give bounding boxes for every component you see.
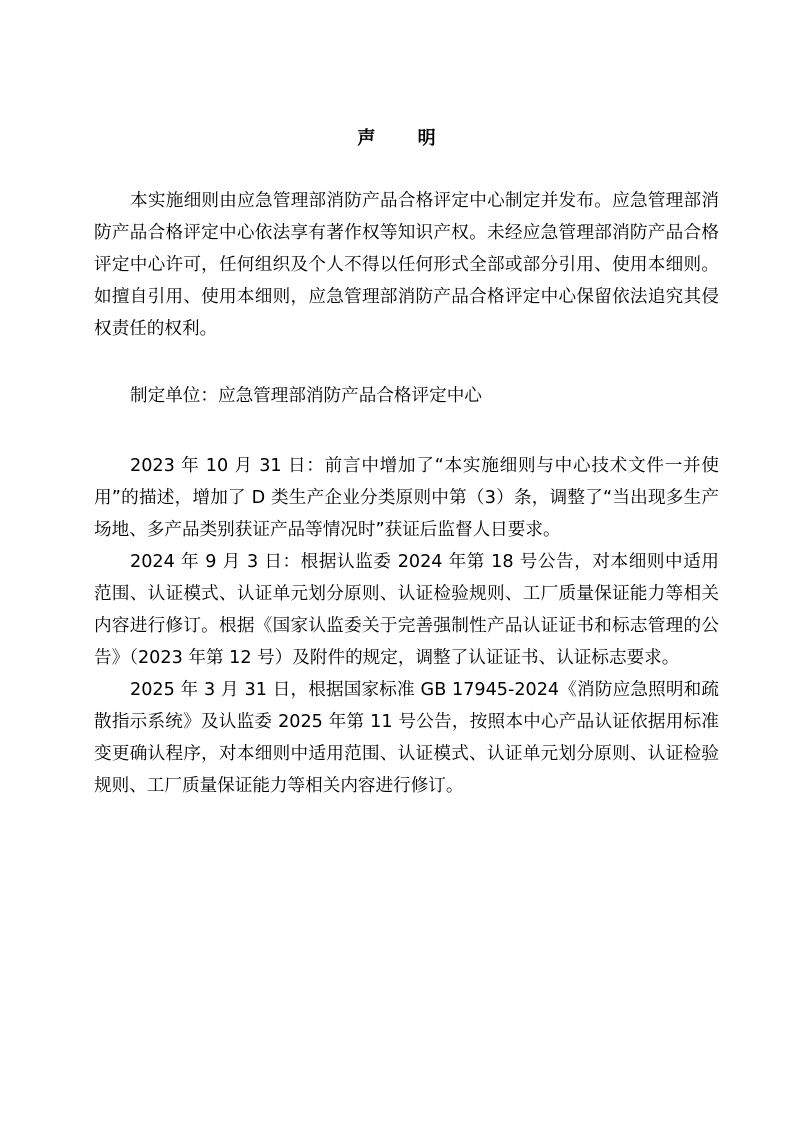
copyright-statement	[94, 185, 719, 345]
revision-history	[94, 450, 719, 802]
revision-2024: 2024 年 9 月 3 日：根据认监委 2024 年第 18 号公告，对本细则中适用范围、认证模式、认证单元划分原则、认证检验规则、工厂质量保证能力等相关内容进行修订。根据《国家认监委关于完善强制性产品认证证书和标志管理的公告》（2023 年第 12 号）及附件的规定，调整了认证证书、认证标志要求。	[94, 552, 719, 668]
statement-paragraph: 本实施细则由应急管理部消防产品合格评定中心制定并发布。应急管理部消防产品合格评定中心依法享有著作权等知识产权。未经应急管理部消防产品合格评定中心许可，任何组织及个人不得以任何形式全部或部分引用、使用本细则。如擅自引用、使用本细则，应急管理部消防产品合格评定中心保留依法追究其侵权责任的权利。	[94, 191, 719, 339]
revision-2025: 2025 年 3 月 31 日，根据国家标准 GB 17945-2024《消防应急照明和疏散指示系统》及认监委 2025 年第 11 号公告，按照本中心产品认证依据用标准变更确认程序，对本细则中适用范围、认证模式、认证单元划分原则、认证检验规则、工厂质量保证能力等相关内容进行修订。	[94, 680, 719, 796]
issuer-block	[94, 380, 719, 412]
page-title: 声 明	[357, 128, 454, 149]
revision-2023: 2023 年 10 月 31 日：前言中增加了“本实施细则与中心技术文件一并使用”的描述，增加了 D 类生产企业分类原则中第（3）条，调整了“当出现多生产场地、多产品类别获证产品等情况时”获证后监督人日要求。	[94, 456, 719, 540]
issuer-line: 制定单位：应急管理部消防产品合格评定中心	[130, 386, 482, 406]
